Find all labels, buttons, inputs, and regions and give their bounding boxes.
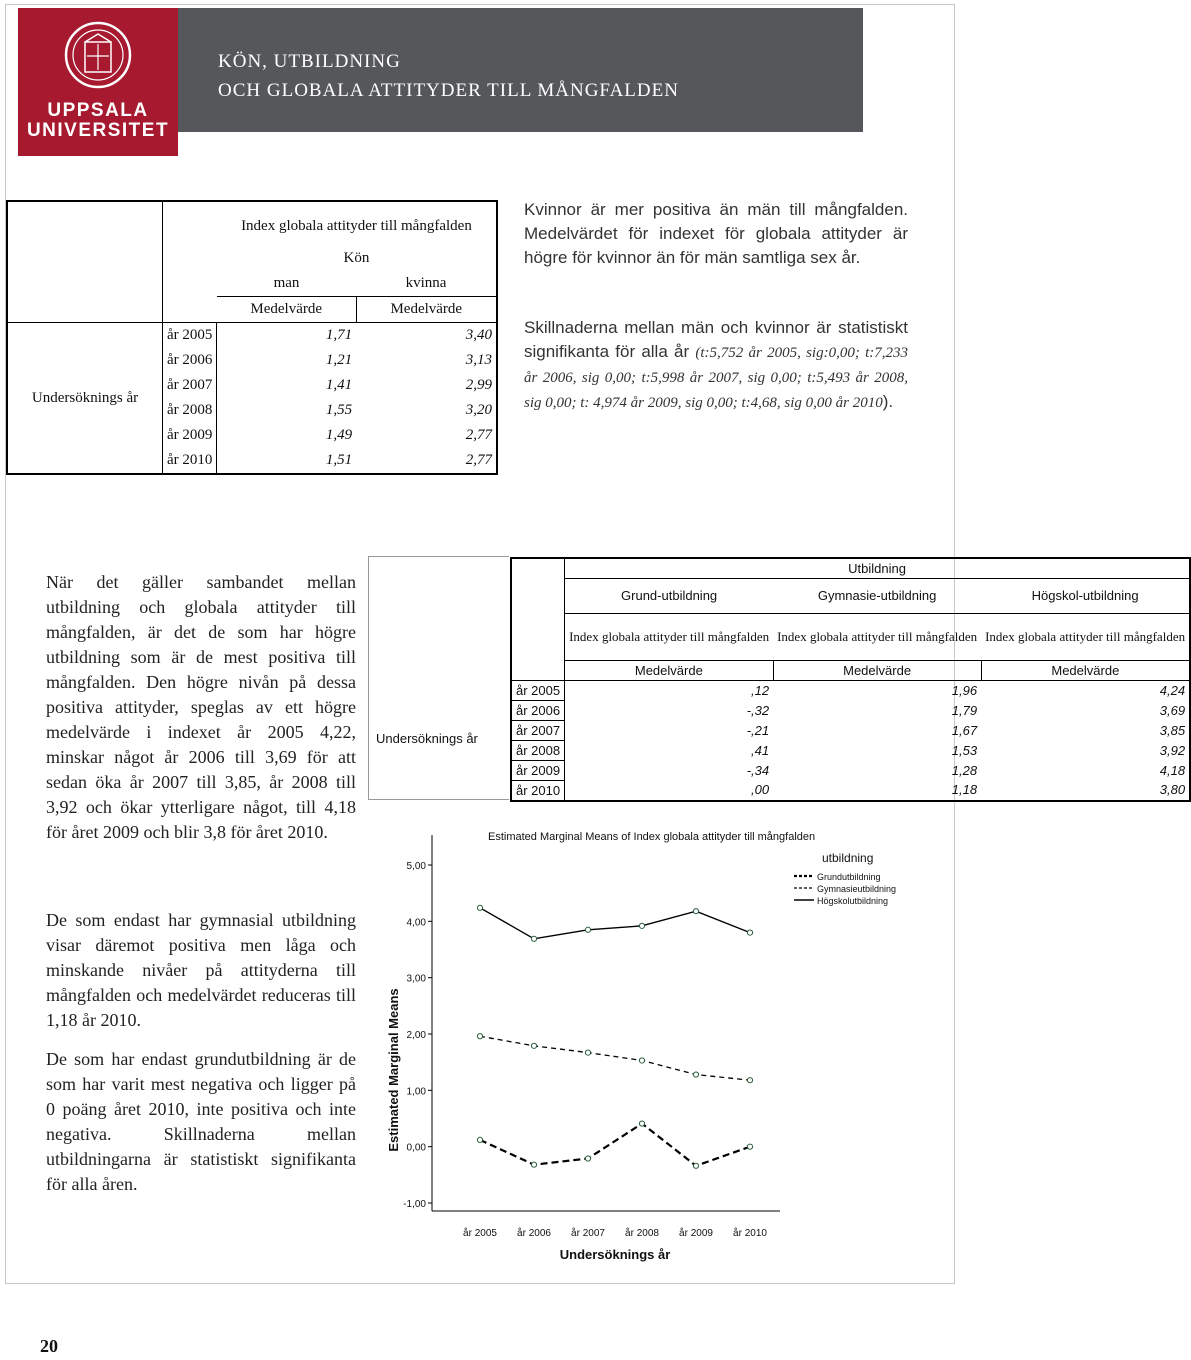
chart-data-point [747, 1078, 752, 1083]
table2-index-label: Index globala attityder till mångfalden [565, 614, 774, 661]
chart-y-tick-label: 5,00 [406, 861, 426, 872]
chart-data-point [639, 923, 644, 928]
table2-grund-value: -,32 [565, 701, 774, 721]
table1-col-man: man [273, 275, 300, 291]
significance-end: ). [882, 392, 894, 411]
university-seal-icon [63, 20, 133, 90]
table2-grund-value: ,00 [565, 781, 774, 802]
table2-hogskol-value: 3,85 [1159, 722, 1186, 738]
chart-x-tick-label: år 2009 [679, 1228, 713, 1239]
chart-series-line [480, 1036, 750, 1080]
table1-year: år 2007 [163, 373, 217, 398]
significance-intro: Skillnaderna mellan män och kvinnor är statistiskt signifikanta för alla år [524, 318, 908, 361]
table1-year: år 2005 [163, 323, 217, 349]
table1-stat-kvinna: Medelvärde [356, 297, 497, 323]
chart-data-point [639, 1121, 644, 1126]
table2-grund-value: ,41 [565, 741, 774, 761]
page-title-line-2: OCH GLOBALA ATTITYDER TILL MÅNGFALDEN [218, 80, 679, 101]
table1-man-value: 1,21 [217, 348, 356, 373]
table2-side-frame [368, 556, 509, 800]
table1-row-label: Undersöknings år [7, 323, 163, 475]
chart-x-tick-label: år 2005 [463, 1228, 497, 1239]
chart-legend-entry: Gymnasieutbildning [817, 884, 897, 894]
chart-series-line [480, 908, 750, 939]
table2-year: år 2008 [511, 741, 565, 761]
education-paragraph-3: De som har endast grundutbildning är de som har varit mest negativa och ligger på 0 poäng året 2010, inte positiva och inte negativa. Skillnaderna mellan utbildningarna är statistiskt signifikanta för alla åren. [46, 1049, 356, 1194]
table2-stat: Medelvärde [981, 661, 1190, 681]
table1-gender-header: Kön [343, 250, 370, 266]
table1-year: år 2008 [163, 398, 217, 423]
table2-gymnasie-value: 1,67 [951, 722, 978, 738]
education-paragraph-2: De som endast har gymnasial utbildning visar däremot positiva men låga och minskande nivåer på attityderna till mångfalden och medelvärdet reduceras till 1,18 år 2010. [46, 910, 356, 1030]
table1-man-value: 1,49 [217, 423, 356, 448]
table1-stat-man: Medelvärde [217, 297, 356, 323]
chart-data-point [585, 927, 590, 932]
table2-hogskol-value: 3,92 [1159, 742, 1186, 758]
chart-data-point [693, 1072, 698, 1077]
university-logo [18, 8, 178, 156]
page-title-line-1: KÖN, UTBILDNING [218, 51, 401, 72]
table2-year: år 2010 [511, 781, 565, 802]
chart-x-tick-label: år 2007 [571, 1228, 605, 1239]
gender-means-table [6, 200, 498, 475]
chart-y-tick-label: 3,00 [406, 973, 426, 985]
table2-year: år 2009 [511, 761, 565, 781]
table2-hogskol-value: 4,24 [981, 681, 1190, 701]
header-band [178, 8, 863, 132]
table2-grund-value: ,12 [565, 681, 774, 701]
logo-line-2: UNIVERSITET [26, 120, 170, 141]
table2-stat: Medelvärde [565, 661, 774, 681]
table2-utb-header: Utbildning [565, 558, 1191, 579]
table1-kvinna-value: 3,13 [465, 352, 492, 368]
chart-y-tick-label: 1,00 [406, 1086, 426, 1098]
chart-x-tick-label: år 2008 [625, 1228, 659, 1239]
chart-data-point [747, 930, 752, 935]
chart-series-line [480, 1124, 750, 1166]
table2-gymnasie-value: 1,96 [773, 681, 981, 701]
education-paragraph-1: När det gäller sambandet mellan utbildning och globala attityder till mångfalden, är det de som har högre utbildning som är de mest positiva till mångfalden. Den högre nivån på dessa positiva attityder, speglas av ett högre medelvärde i indexet år 2005 4,22, minskar något år 2006 till 3,69 för att sedan öka år 2007 till 3,85, år 2008 till 3,92 och ökar ytterligare något, till 4,18 för året 2009 och blir 3,8 för året 2010. [46, 572, 356, 842]
table1-kvinna-value: 2,99 [465, 377, 492, 393]
table1-man-value: 1,71 [217, 323, 356, 349]
table2-hogskol-value: 4,18 [1159, 762, 1186, 778]
chart-data-point [531, 1043, 536, 1048]
page-number: 20 [40, 1336, 58, 1356]
table1-kvinna-value: 3,20 [465, 402, 492, 418]
education-means-table [510, 557, 1191, 802]
table1-year: år 2006 [163, 348, 217, 373]
chart-y-tick-label: 0,00 [406, 1142, 426, 1154]
chart-data-point [639, 1058, 644, 1063]
table1-year: år 2010 [163, 448, 217, 474]
chart-y-tick-label: 4,00 [406, 917, 426, 929]
table2-stat: Medelvärde [773, 661, 981, 681]
chart-data-point [747, 1144, 752, 1149]
table2-row-label: Undersöknings år [376, 731, 478, 746]
chart-y-tick-label: -1,00 [403, 1199, 426, 1210]
table1-man-value: 1,41 [217, 373, 356, 398]
chart-x-axis-label: Undersöknings år [559, 1247, 671, 1262]
chart-x-tick-label: år 2006 [517, 1228, 551, 1239]
table1-man-value: 1,55 [217, 398, 356, 423]
table2-index-label: Index globala attityder till mångfalden [773, 614, 981, 661]
table2-year: år 2006 [511, 701, 565, 721]
chart-legend-entry: Högskolutbildning [817, 896, 889, 906]
chart-title: Estimated Marginal Means of Index globala attityder till mångfalden [488, 831, 816, 843]
table1-index-header: Index globala attityder till mångfalden [241, 218, 472, 234]
chart-legend-entry: Grundutbildning [817, 872, 881, 882]
estimated-means-chart [370, 800, 930, 1280]
chart-y-axis-label: Estimated Marginal Means [386, 988, 401, 1152]
logo-line-1: UPPSALA [47, 100, 149, 121]
significance-stats: (t:5,752 år 2005, sig:0,00; t:7,233 år 2006, sig 0,00; t:5,998 år 2007, sig 0,00; t:5,493 år 2008, sig 0,00; t: 4,974 år 2009, sig 0,00; t:4,68, sig 0,00 år 2010 [524, 345, 908, 411]
table2-gymnasie-value: 1,79 [951, 702, 978, 718]
table2-grund-value: -,21 [565, 721, 774, 741]
table2-year: år 2007 [511, 721, 565, 741]
chart-y-tick-label: 2,00 [406, 1030, 426, 1041]
chart-data-point [477, 1137, 482, 1142]
table2-gymnasie-value: 1,28 [951, 762, 978, 778]
chart-data-point [531, 1162, 536, 1167]
table1-year: år 2009 [163, 423, 217, 448]
gender-paragraph: Kvinnor är mer positiva än män till mångfalden. Medelvärdet för indexet för globala attityder är högre för kvinnor än för män samtliga sex år. [524, 200, 908, 267]
table1-kvinna-value: 2,77 [465, 452, 492, 468]
table2-hogskol-value: 3,69 [1159, 702, 1186, 718]
chart-x-tick-label: år 2010 [733, 1228, 767, 1239]
table2-year: år 2005 [511, 681, 565, 701]
chart-data-point [693, 909, 698, 914]
table2-gymnasie-value: 1,53 [951, 742, 978, 758]
page-title [218, 47, 679, 105]
table2-hogskol-value: 3,80 [1159, 782, 1186, 798]
table2-gymnasie-value: 1,18 [951, 782, 978, 798]
table1-man-value: 1,51 [217, 448, 356, 474]
table1-kvinna-value: 3,40 [356, 323, 497, 349]
chart-data-point [585, 1050, 590, 1055]
table2-index-label: Index globala attityder till mångfalden [981, 614, 1190, 661]
table2-grund-value: -,34 [565, 761, 774, 781]
table2-col-hogskol: Högskol-utbildning [981, 579, 1190, 614]
significance-paragraph [524, 316, 908, 415]
chart-data-point [693, 1163, 698, 1168]
table1-col-kvinna: kvinna [405, 275, 447, 291]
chart-data-point [531, 936, 536, 941]
chart-data-point [477, 905, 482, 910]
chart-data-point [477, 1034, 482, 1039]
chart-data-point [585, 1156, 590, 1161]
chart-legend-title: utbildning [822, 851, 874, 865]
table2-col-gymnasie: Gymnasie-utbildning [773, 579, 981, 614]
table1-kvinna-value: 2,77 [465, 427, 492, 443]
table2-col-grund: Grund-utbildning [565, 579, 774, 614]
